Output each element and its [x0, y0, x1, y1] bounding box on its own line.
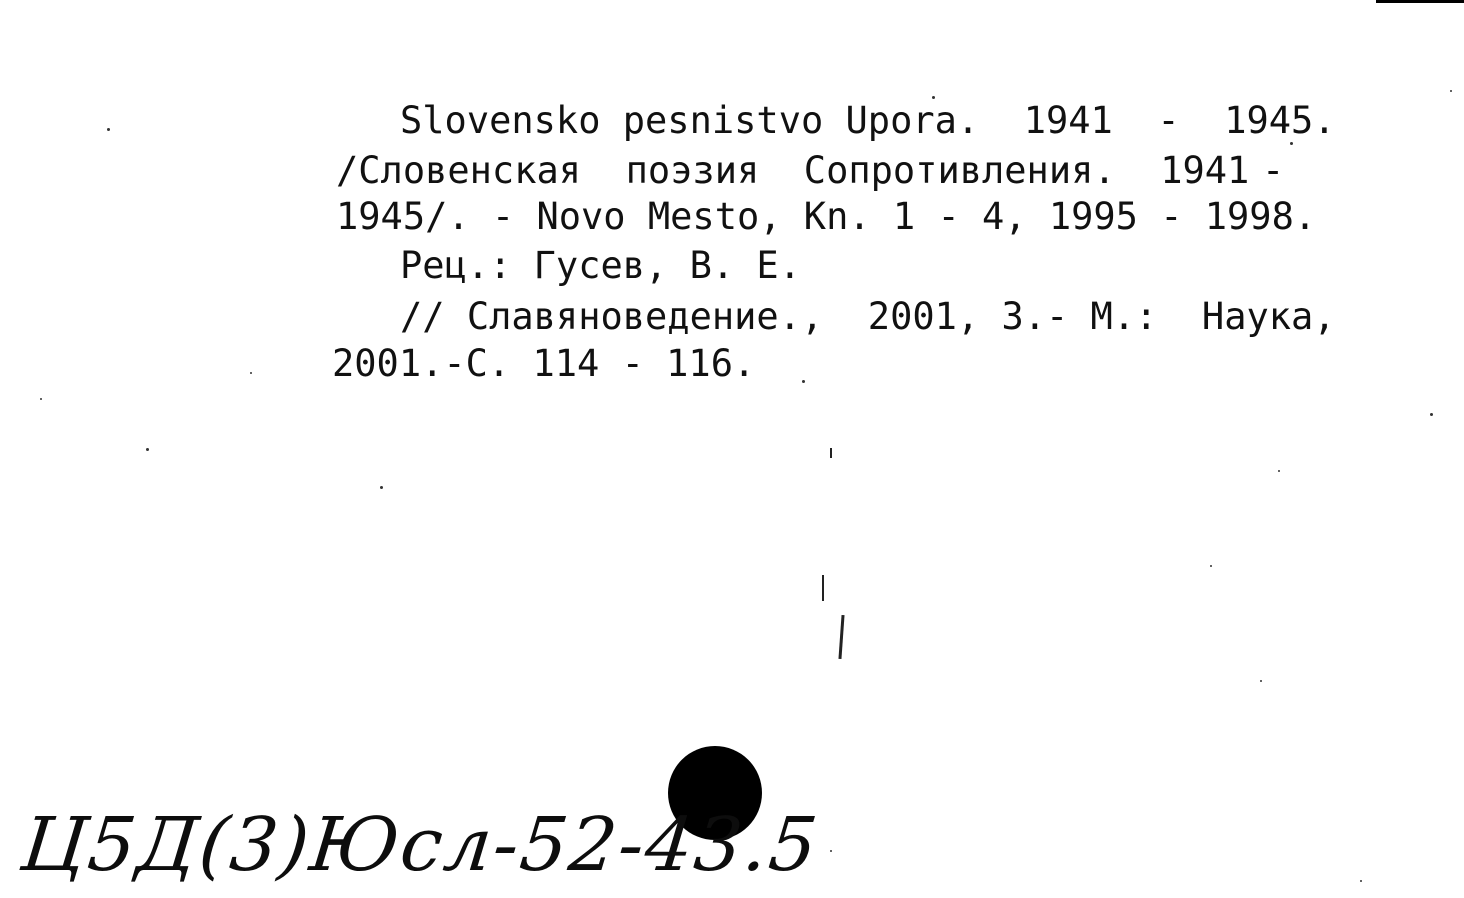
source-journal-line: // Славяноведение., 2001, 3.- М.: Наука, — [400, 295, 1336, 338]
scan-speck — [1210, 565, 1212, 567]
handwritten-shelfmark: Ц5Д(3)Юсл-52-43.5 — [17, 802, 823, 888]
scan-mark — [822, 575, 824, 601]
scan-speck — [146, 448, 149, 451]
scan-speck — [40, 398, 42, 400]
scan-speck — [1278, 470, 1280, 472]
scan-speck — [107, 128, 110, 131]
source-pages-line: 2001.-С. 114 - 116. — [332, 342, 756, 385]
scan-speck — [932, 96, 935, 99]
scan-speck — [830, 850, 832, 852]
review-author-line: Рец.: Гусев, В. Е. — [400, 244, 801, 287]
scan-speck — [802, 380, 805, 383]
scan-mark — [830, 448, 832, 458]
publication-line: 1945/. - Novo Mesto, Kn. 1 - 4, 1995 - 1998. — [336, 195, 1317, 238]
scan-speck — [1290, 142, 1293, 145]
scan-speck — [380, 486, 383, 489]
translated-title-line: /Словенская поэзия Сопротивления. 1941 — [336, 149, 1250, 192]
scan-speck — [1430, 413, 1433, 416]
scan-speck — [1260, 680, 1262, 682]
scan-speck — [1360, 880, 1362, 882]
scan-mark — [838, 615, 844, 659]
scan-speck — [250, 372, 252, 374]
title-line: Slovensko pesnistvo Upora. 1941 - 1945. — [400, 99, 1336, 142]
scan-speck — [1450, 90, 1452, 92]
top-edge-line — [1376, 0, 1464, 3]
translated-title-line-dash: - — [1262, 149, 1285, 192]
